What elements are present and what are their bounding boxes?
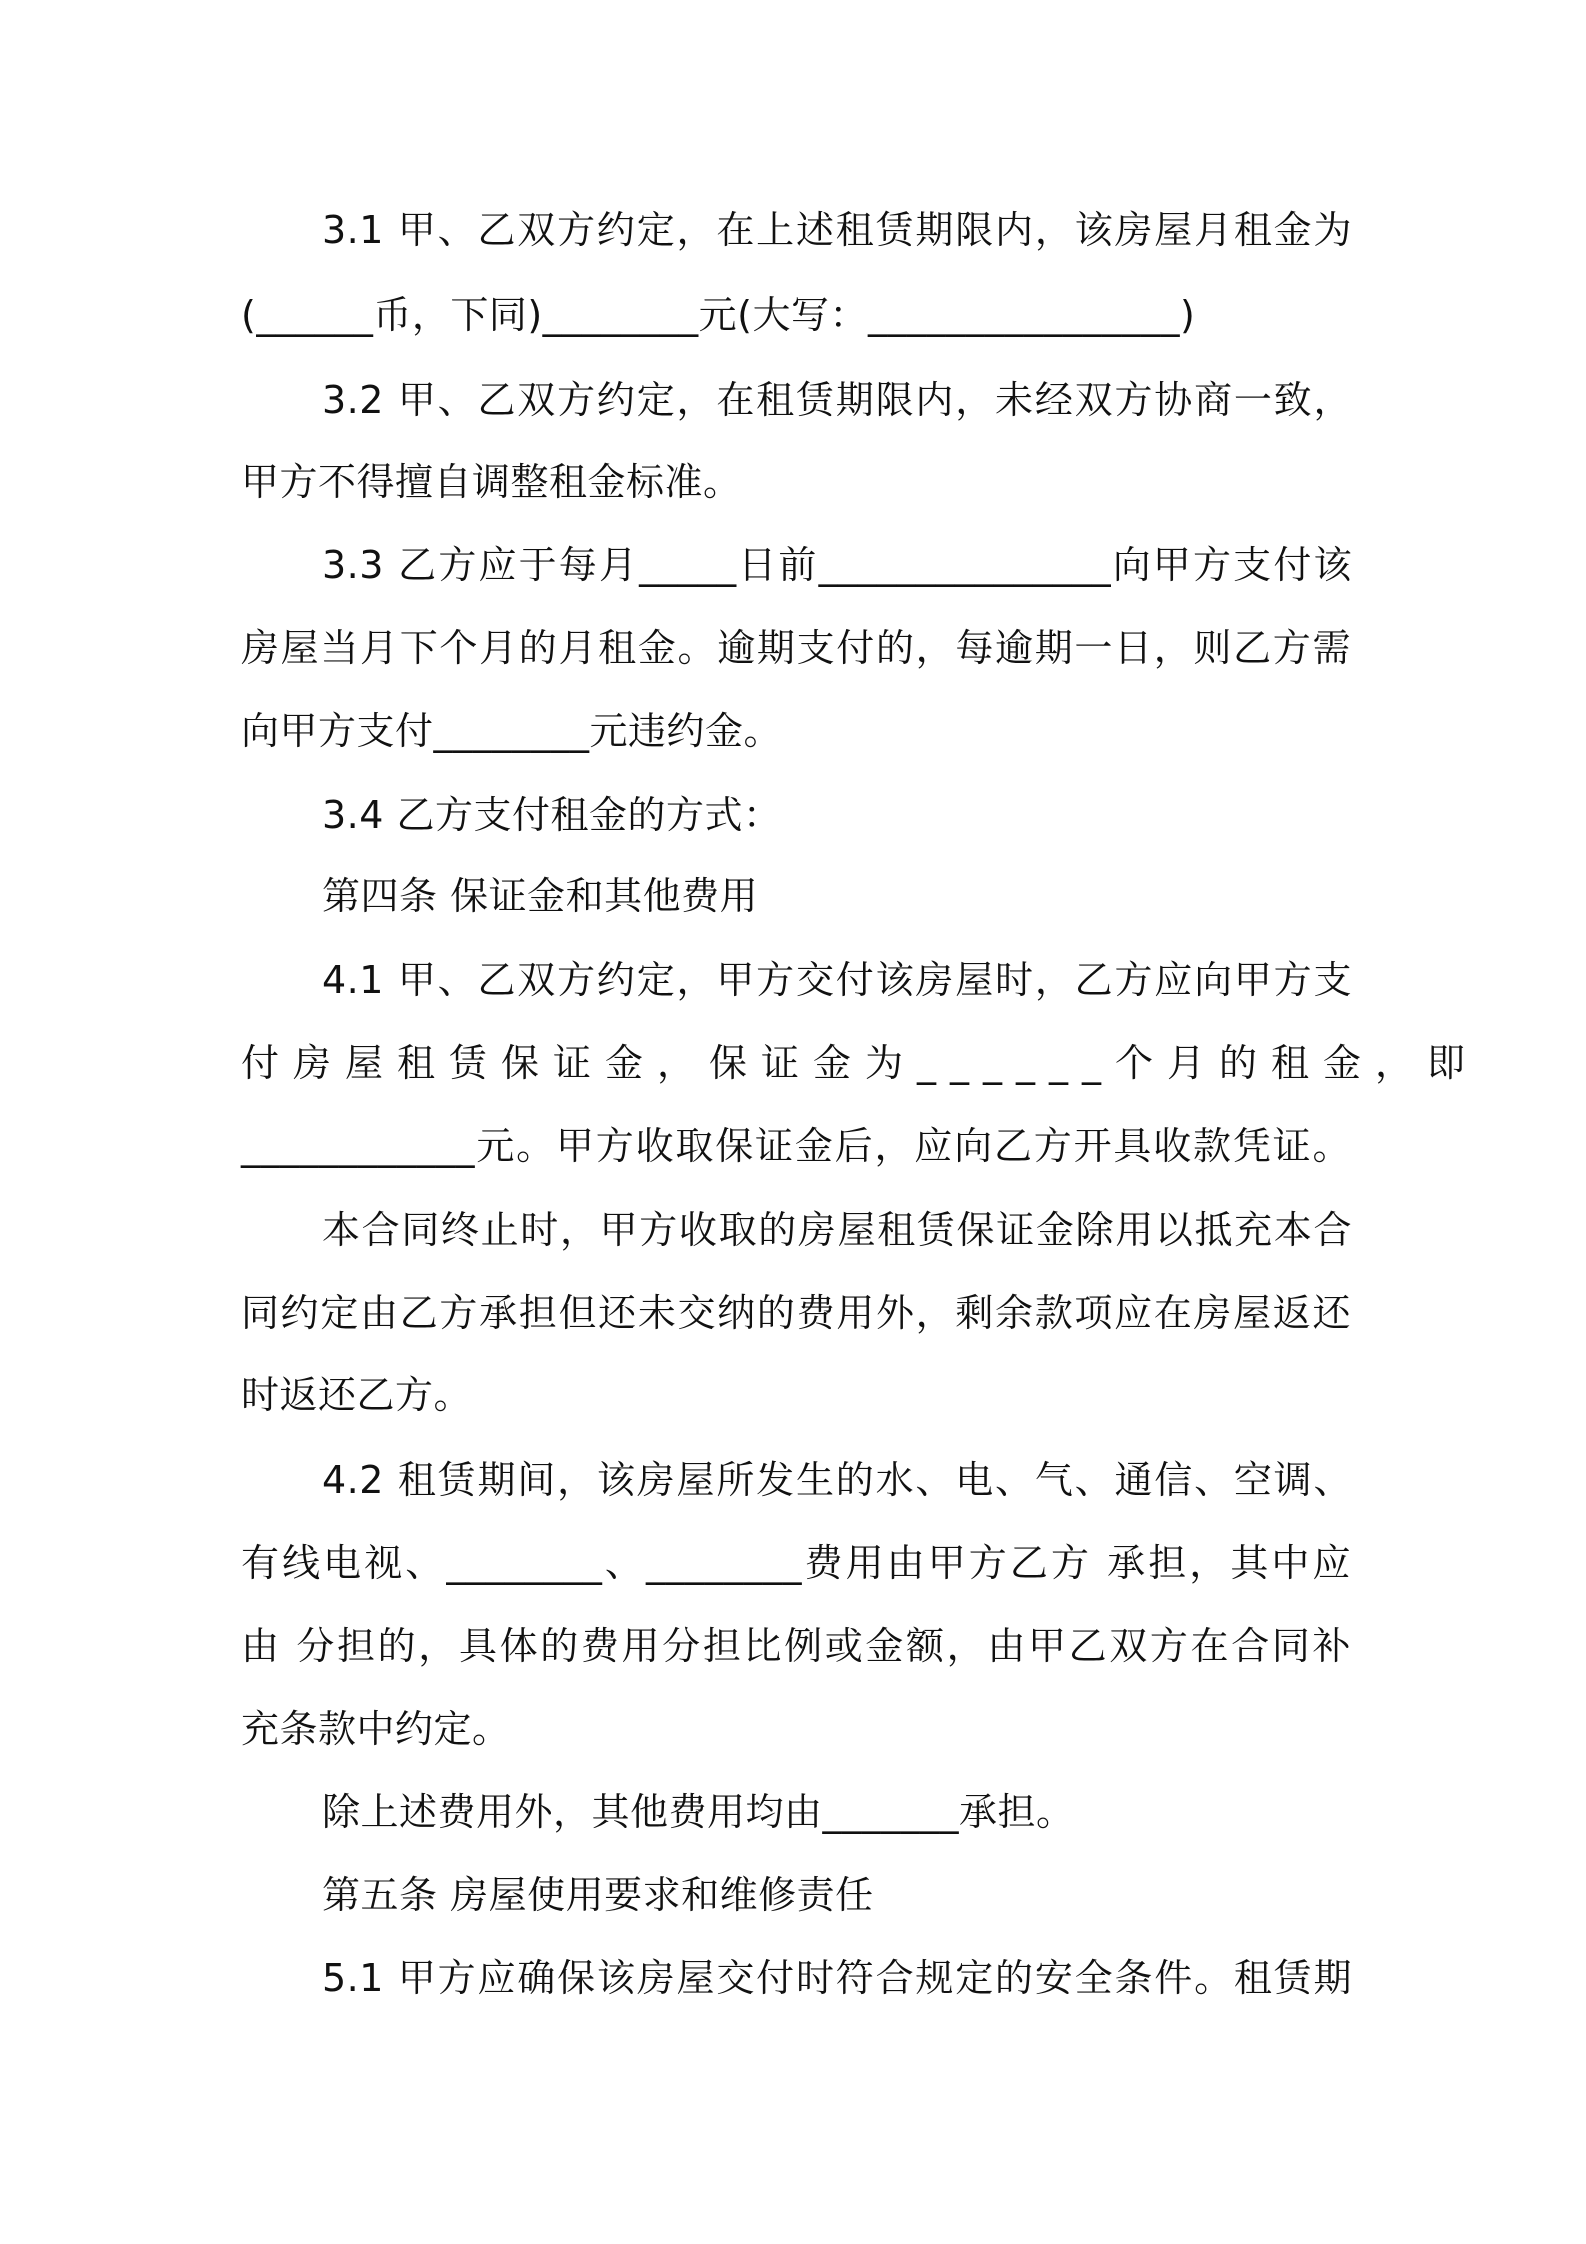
clause-3-1-line-2: (______币，下同)________元(大写：________________) xyxy=(241,293,1196,337)
termination-line-3: 时返还乙方。 xyxy=(241,1373,473,1417)
termination-line-2: 同约定由乙方承担但还未交纳的费用外，剩余款项应在房屋返还 xyxy=(241,1291,1351,1335)
clause-3-3-line-1: 3.3 乙方应于每月_____日前_______________向甲方支付该 xyxy=(322,543,1352,587)
clause-4-2-line-4: 充条款中约定。 xyxy=(241,1707,511,1751)
clause-4-2-line-1: 4.2 租赁期间，该房屋所发生的水、电、气、通信、空调、 xyxy=(322,1458,1352,1502)
clause-4-2-line-2: 有线电视、________、________费用由甲方乙方 承担，其中应 xyxy=(241,1541,1351,1585)
clause-4-1-line-3: ____________元。甲方收取保证金后，应向乙方开具收款凭证。 xyxy=(241,1124,1351,1168)
clause-3-2-line-2: 甲方不得擅自调整租金标准。 xyxy=(241,460,742,504)
clause-4-1-line-2: 付房屋租赁保证金，保证金为______个月的租金，即 xyxy=(241,1041,1480,1085)
clause-3-3-line-2: 房屋当月下个月的月租金。逾期支付的，每逾期一日，则乙方需 xyxy=(241,626,1351,670)
other-fees-line: 除上述费用外，其他费用均由_______承担。 xyxy=(322,1790,1075,1834)
clause-4-2-line-3: 由 分担的，具体的费用分担比例或金额，由甲乙双方在合同补 xyxy=(241,1624,1351,1668)
clause-4-1-line-1: 4.1 甲、乙双方约定，甲方交付该房屋时，乙方应向甲方支 xyxy=(322,958,1352,1002)
clause-3-4: 3.4 乙方支付租金的方式： xyxy=(322,793,782,837)
article-4-heading: 第四条 保证金和其他费用 xyxy=(322,874,759,918)
article-5-heading: 第五条 房屋使用要求和维修责任 xyxy=(322,1873,874,1917)
clause-3-2-line-1: 3.2 甲、乙双方约定，在租赁期限内，未经双方协商一致， xyxy=(322,378,1352,422)
clause-5-1-line-1: 5.1 甲方应确保该房屋交付时符合规定的安全条件。租赁期 xyxy=(322,1956,1352,2000)
clause-3-3-line-3: 向甲方支付________元违约金。 xyxy=(241,709,783,753)
clause-3-1-line-1: 3.1 甲、乙双方约定，在上述租赁期限内，该房屋月租金为 xyxy=(322,208,1352,252)
termination-line-1: 本合同终止时，甲方收取的房屋租赁保证金除用以抵充本合 xyxy=(322,1208,1352,1252)
